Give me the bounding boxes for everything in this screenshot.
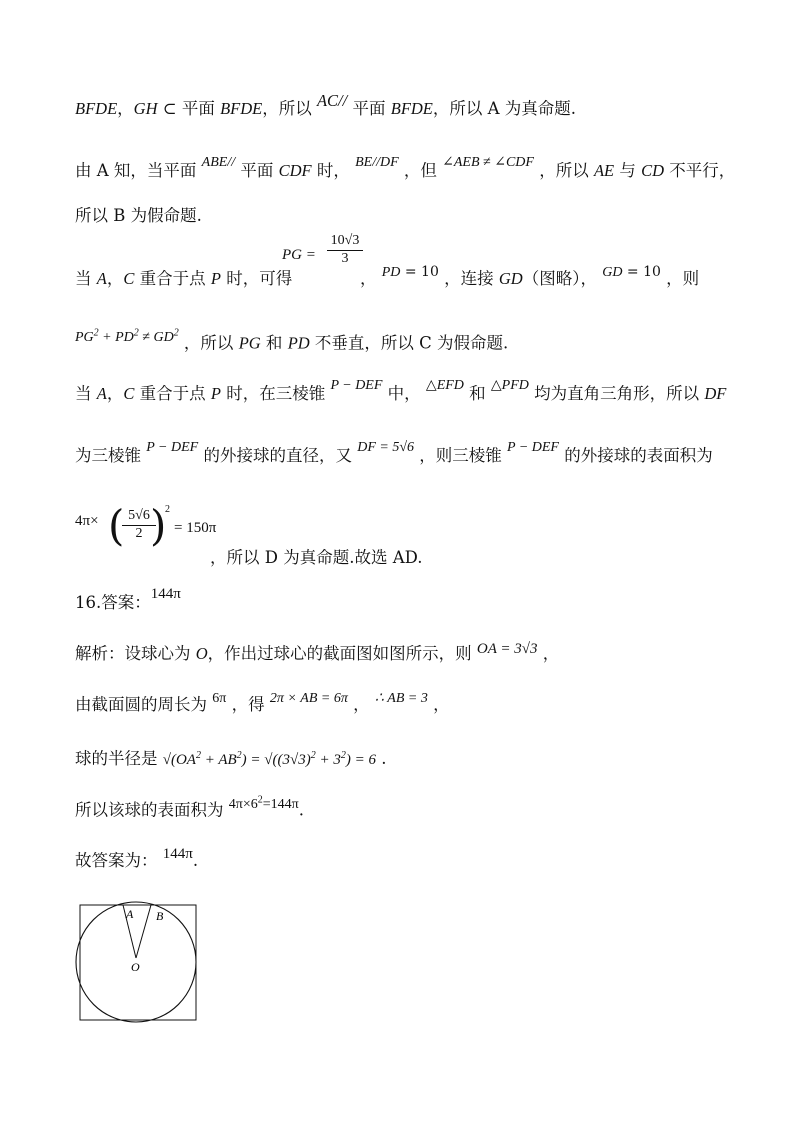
- fraction-5root6-over-2: $\frac{5√6}{2}$: [122, 508, 156, 542]
- paren-right: ): [150, 501, 167, 550]
- text-line-5: $^{PG^2 + PD^2 \ne GD^2}$ ，所以 PG 和 PD 不垂直，所以 C 为假命题.: [75, 327, 509, 353]
- text-line-6: 当 A，C 重合于点 P 时，在三棱锥 $^{P - DEF}$ 中， $^{\triangle EFD}$ 和 $^{\triangle PFD}$ 均为直角三角形，所以 DF: [75, 378, 727, 403]
- surface-area-formula: 4π×: [75, 513, 99, 529]
- label-o: O: [131, 960, 140, 974]
- paren-left: (: [108, 501, 125, 550]
- label-a: A: [126, 907, 134, 921]
- text-line-4: 当 A，C 重合于点 P 时，可得: [75, 269, 293, 288]
- text-line-13: 所以该球的表面积为 $^{4\pi\times 6^2=144\pi}$.: [75, 794, 304, 820]
- text-line-2: 由 A 知，当平面 $^{ABE//}$ 平面 CDF 时， $^{BE//DF}$ ，但 $^{\angle AEB \ne \angle CDF}$ ，所以 AE 与 CD 不平行，: [75, 155, 736, 180]
- result-150pi: = 150π: [174, 520, 217, 536]
- text-line-14: 故答案为： 144π.: [75, 846, 199, 870]
- text-line-1: BFDE，GH ⊂ 平面 BFDE，所以 AC// 平面 BFDE，所以 A 为真命题.: [75, 91, 577, 118]
- text-line-8: ，所以 D 为真命题.故选 AD.: [210, 548, 423, 567]
- exponent-2: 2: [165, 504, 170, 515]
- text-line-4b: ， $^{PD}$ $^{= 10}$ ，连接 GD（图略）， $^{GD}$ $^{= 10}$ ，则: [360, 264, 700, 288]
- fraction-10root3-over-3: $\frac{10√3}{3}$: [327, 233, 363, 267]
- text-line-12: 球的半径是 $√(OA^2 + AB^2) = √((3√3)^2 + 3^2) = 6$ .: [75, 749, 387, 768]
- text-line-11: 由截面圆的周长为 $^{6\pi}$ ，得 $^{2\pi \times AB = 6\pi}$ ， $^{\therefore AB = 3}$ ，: [75, 691, 450, 714]
- answer-16: 16.答案：144π: [75, 586, 181, 612]
- text-line-10: 解析：设球心为 O，作出过球心的截面图如图所示，则 OA = 3√3 ，: [75, 641, 560, 663]
- sphere-cross-section-figure: [70, 900, 210, 1030]
- text-line-3: 所以 B 为假命题.: [75, 206, 202, 225]
- pg-equation: PG =: [282, 247, 316, 263]
- label-b: B: [156, 909, 164, 923]
- text-line-7: 为三棱锥 $^{P - DEF}$ 的外接球的直径，又 $^{DF = 5√6}$ ，则三棱锥 $^{P - DEF}$ 的外接球的表面积为: [75, 440, 713, 465]
- line-ob: [136, 905, 151, 958]
